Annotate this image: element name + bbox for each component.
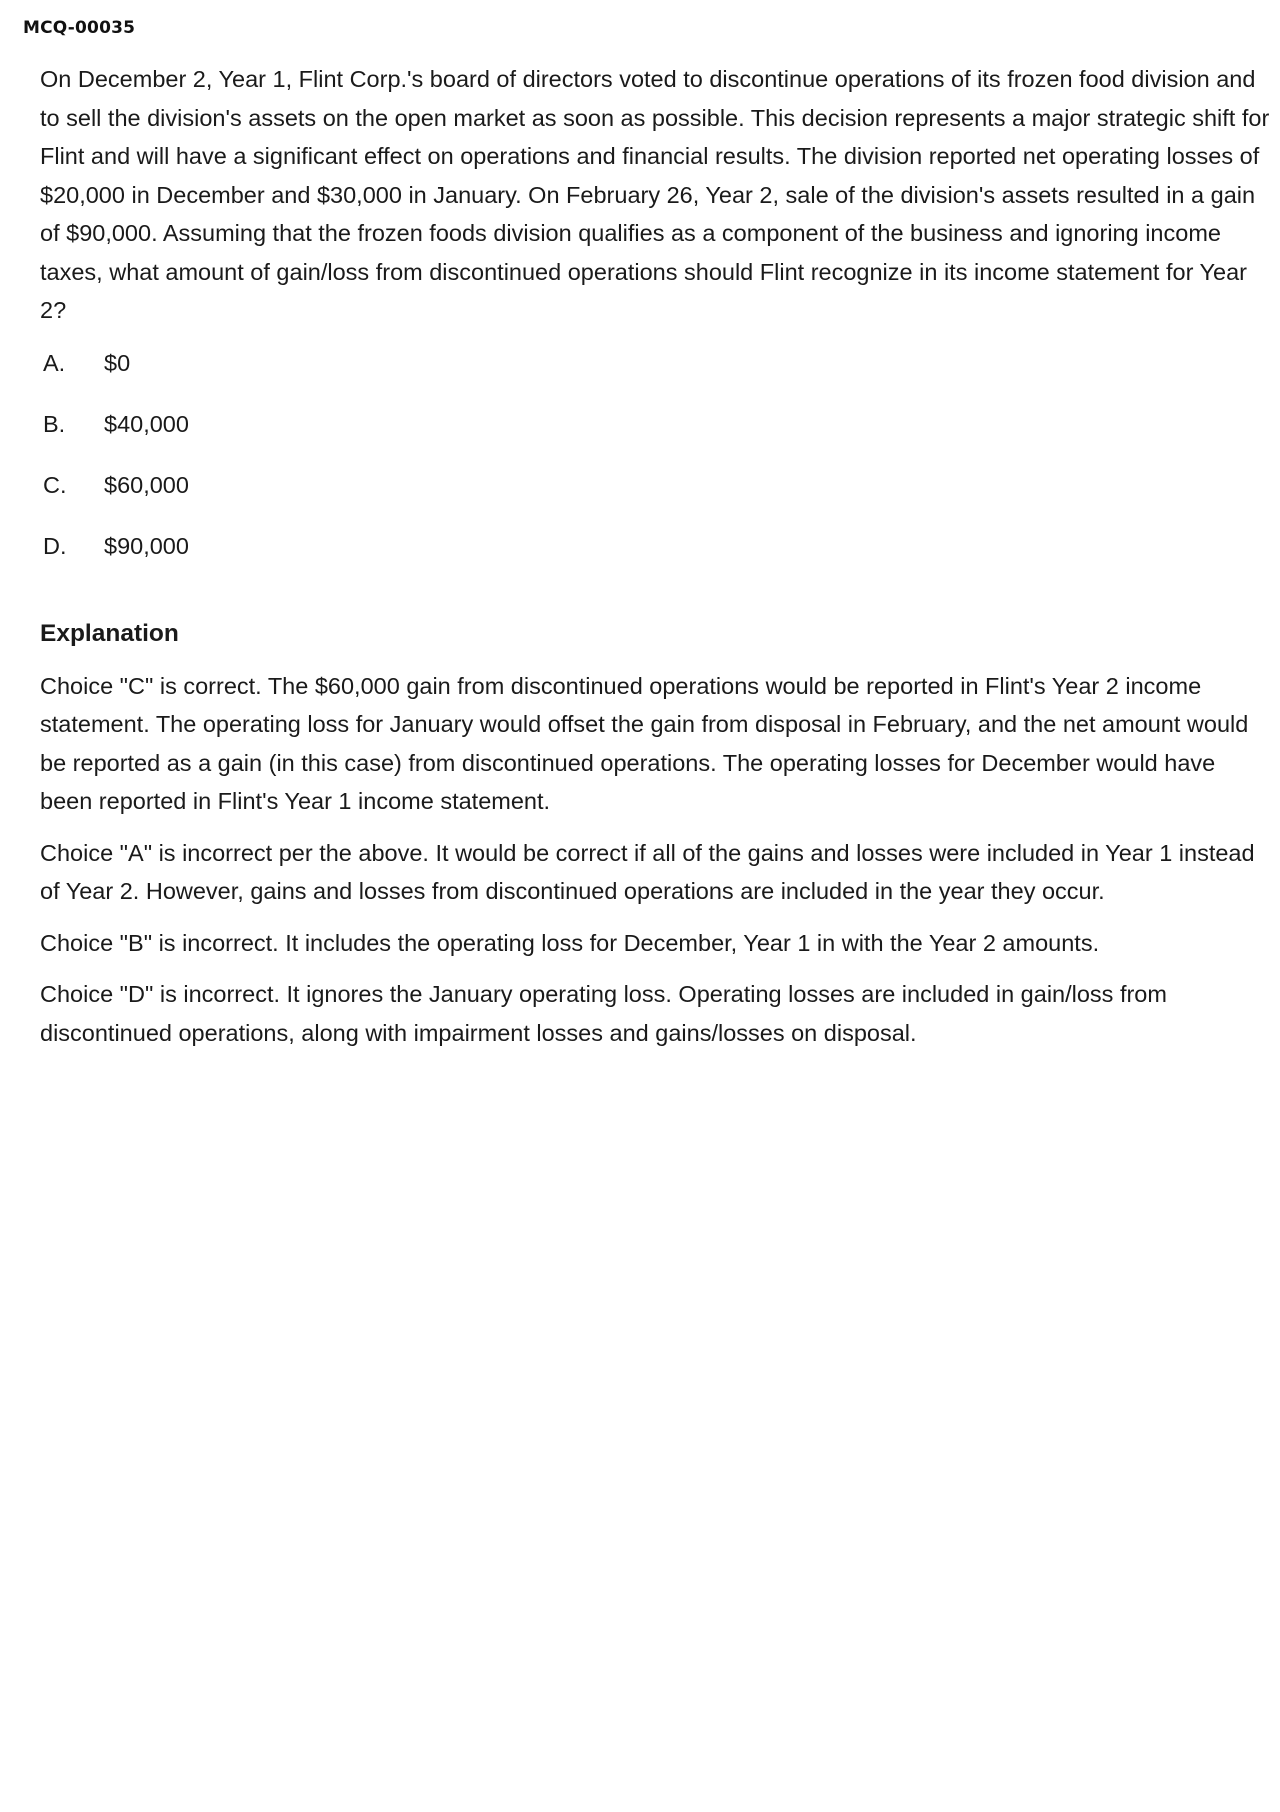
option-letter: A. <box>43 349 66 376</box>
explanation-paragraph: Choice "C" is correct. The $60,000 gain from discontinued operations would be reported in Flint's Year 2 income statement. The operating loss for January would offset the gain from disposal in February, and the net amount would be reported as a gain (in this case) from discontinued operations. The operating losses for December would have been reported in Flint's Year 1 income statement. <box>40 672 1249 814</box>
option-text: $60,000 <box>104 471 189 498</box>
option-letter: B. <box>43 410 66 437</box>
option-a[interactable] <box>40 344 1272 405</box>
explanation-heading: Explanation <box>40 619 179 647</box>
explanation-paragraph: Choice "D" is incorrect. It ignores the January operating loss. Operating losses are included in gain/loss from discontinued operations, along with impairment losses and gains/losses on disposal. <box>40 981 1167 1046</box>
option-text: $0 <box>104 349 131 376</box>
option-c[interactable] <box>40 466 1272 527</box>
document-id: MCQ-00035 <box>23 18 136 38</box>
question-content <box>40 60 1272 1052</box>
option-b[interactable] <box>40 405 1272 466</box>
answer-options <box>40 344 1272 588</box>
option-letter: C. <box>43 471 67 498</box>
option-d[interactable] <box>40 527 1272 588</box>
explanation-paragraph: Choice "B" is incorrect. It includes the operating loss for December, Year 1 in with the Year 2 amounts. <box>40 929 1100 956</box>
option-letter: D. <box>43 532 67 559</box>
option-text: $90,000 <box>104 532 189 559</box>
question-text: On December 2, Year 1, Flint Corp.'s board of directors voted to discontinue operations of its frozen food division and to sell the division's assets on the open market as soon as possible. This decision represents a major strategic shift for Flint and will have a significant effect on operations and financial results. The division reported net operating losses of $20,000 in December and $30,000 in January. On February 26, Year 2, sale of the division's assets resulted in a gain of $90,000. Assuming that the frozen foods division qualifies as a component of the business and ignoring income taxes, what amount of gain/loss from discontinued operations should Flint recognize in its income statement for Year 2? <box>40 66 1270 323</box>
option-text: $40,000 <box>104 410 189 437</box>
explanation-paragraph: Choice "A" is incorrect per the above. It would be correct if all of the gains and losses were included in Year 1 instead of Year 2. However, gains and losses from discontinued operations are included in the year they occur. <box>40 839 1255 904</box>
